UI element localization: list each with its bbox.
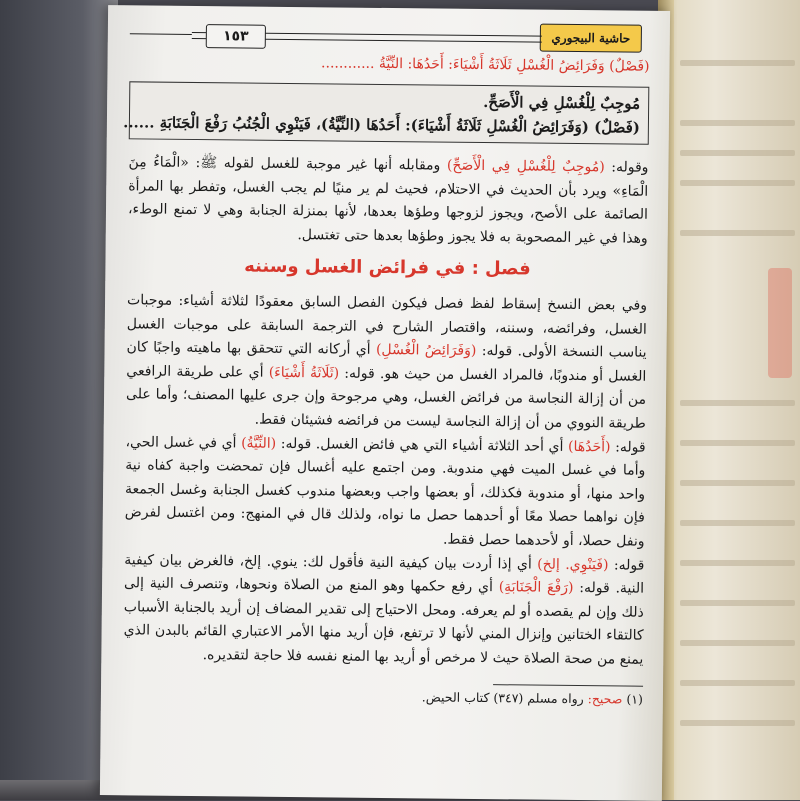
- quoted-phrase: (وَفَرَائِضُ الْغُسْلِ): [375, 342, 477, 360]
- page-content: [123, 17, 650, 709]
- commentary: [123, 151, 648, 672]
- footnote-rule: [493, 685, 643, 688]
- paragraph-3: قوله: (أَحَدُهَا) أي أحد الثلاثة أشياء التي هي فائض الغسل. قوله: (النِّيَّةُ) أي في غسل الحي، وأما في غسل الميت فهي مندوبة. ومن اجتمع عليه أغسال فإن تمحضت واجبة كفاه نية واحد منها، أو مندوبة فكذلك، أو بعضها واجب وبعضها مندوب كغسل الجنابة وغسل الجمعة فإن نواهما حصلا معًا أو أحدهما حصل ما نواه، ولذلك قال في المنهج: ومن اغتسل لفرض ونفل حصلا، أو لأحدهما حصل فقط.: [124, 433, 646, 550]
- page-header: [130, 17, 650, 54]
- matn-box: [123, 81, 650, 144]
- paragraph-4: قوله: (فَيَنْوِي. إلخ) أي إذا أردت بيان كيفية النية فأقول لك: ينوي. إلخ، فالغرض بيان كيفية النية. قوله: (رَفْعَ الْجَنَابَةِ) أي رفع حكمها وهو المنع من الصلاة ونحوها، وتنصرف النية إلى ذلك وإن لم يقصده أو لم يعرفه. ومحل الاحتياج إلى تقدير المضاف إن أريد بالجنابة الأسباب كالتقاء الختانين وإنزال المني لأنها لا ترتفع، فإن أريد منها الأمر الاعتباري القائم بالبدن الذي يمنع من صحة الصلاة حيث لا مرخص أو أريد بها المنع نفسه فلا حاجة لتقديره.: [123, 551, 645, 668]
- adjacent-page: [658, 0, 800, 800]
- quoted-phrase: (النِّيَّةُ): [241, 435, 277, 452]
- quoted-phrase: (أَحَدُهَا): [567, 438, 611, 455]
- paragraph-2: وفي بعض النسخ إسقاط لفظ فصل فيكون الفصل السابق معقودًا لثلاثة أشياء: موجبات الغسل، وفرائضه، وسننه، واقتصار الشارح في الترجمة السابقة على موجبات الغسل يناسب النسخة الأولى. قوله: (وَفَرَائِضُ الْغُسْلِ) أي أركانه التي تتحقق بها ماهيته واجبًا كان الغسل أو مندوبًا، فالمراد الغسل من حيث هو. قوله: (ثَلَاثَةُ أَشْيَاءَ) أي على طريقة الرافعي من أن إزالة النجاسة من فرائض الغسل، وهي مرجوحة وإن جرى عليها المصنف؛ وأما على طريقة النووي من أن إزالة النجاسة ليست من فرائضه فشيئان فقط.: [125, 292, 648, 432]
- paragraph-1: وقوله: (مُوجِبٌ لِلْغُسْلِ فِي الْأَصَحِّ) ومقابله أنها غير موجبة للغسل لقوله ﷺ: «الْمَاءُ مِنَ الْمَاءِ» ويرد بأن الحديث في الاحتلام، فحيث لم ير منيًا لم يجب الغسل، وتفطر بها المرأة الصائمة على الأصح، ويجوز لزوجها وطؤها بعدها، لأنها بمنزلة الجنابة وهي لا تمنع الوطء، وهذا في غير المصحوبة به فلا يجوز وطؤها بعدها حتى تغتسل.: [127, 154, 649, 247]
- red-tab-marker: [768, 268, 792, 378]
- matn-line-1: مُوجِبٌ لِلْغُسْلِ فِي الْأَصَحِّ.: [483, 93, 641, 113]
- quoted-phrase: (ثَلَاثَةُ أَشْيَاءَ): [268, 364, 340, 382]
- quoted-phrase: (فَيَنْوِي. إلخ): [537, 556, 609, 573]
- page-number: ١٥٣: [206, 24, 266, 49]
- quoted-phrase: (رَفْعَ الْجَنَابَةِ): [498, 579, 574, 597]
- book-page: [100, 5, 670, 801]
- footnote: (١) صحيح: رواه مسلم (٣٤٧) كتاب الحيض.: [421, 689, 643, 708]
- matn-line-2: (فَصْلٌ) (وَفَرَائِضُ الْغُسْلِ ثَلَاثَةُ أَشْيَاءَ): أَحَدُهَا (النِّيَّةُ)، فَيَنْوِي الْجُنُبُ رَفْعَ الْجَنَابَةِ ......: [123, 113, 640, 137]
- running-text: (فَصْلٌ) وَفَرَائِضُ الْغُسْلِ ثَلَاثَةُ أَشْيَاءَ: أَحَدُهَا: النِّيَّةُ ............: [321, 55, 650, 75]
- running-title: حاشية البيجوري: [540, 24, 642, 53]
- quoted-phrase: (مُوجِبٌ لِلْغُسْلِ فِي الْأَصَحِّ): [446, 157, 605, 176]
- section-heading: فصل : في فرائض الغسل وسننه: [244, 255, 531, 280]
- header-rule-left: [130, 33, 192, 35]
